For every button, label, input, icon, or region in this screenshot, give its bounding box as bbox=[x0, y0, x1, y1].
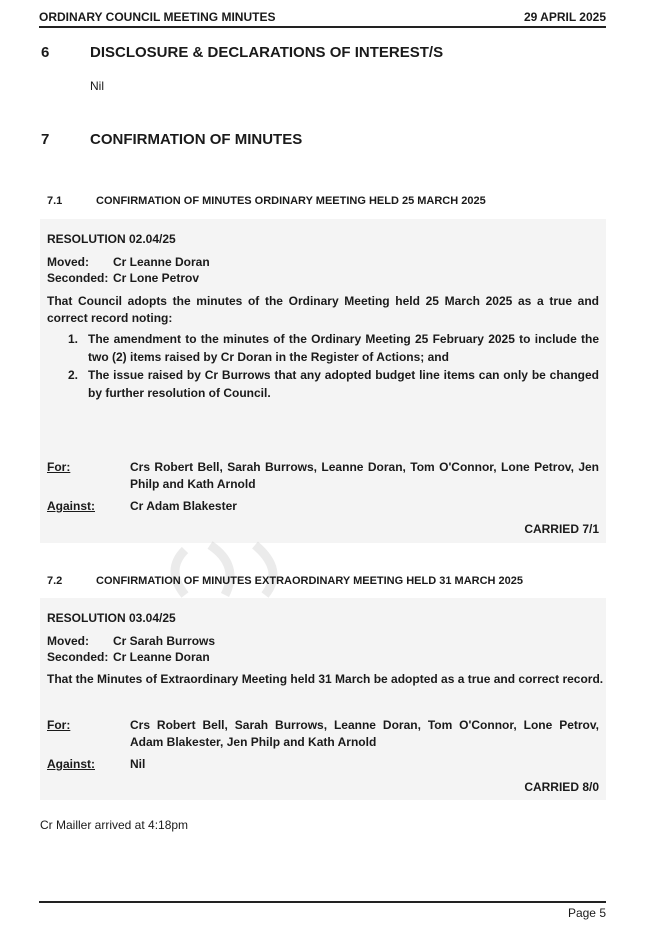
list-number: 1. bbox=[68, 332, 79, 346]
list-text: The issue raised by Cr Burrows that any adopted budget line items can only be changed by further resolution of Council. bbox=[88, 368, 599, 400]
against-voters: Cr Adam Blakester bbox=[130, 499, 237, 513]
section-title: DISCLOSURE & DECLARATIONS OF INTEREST/S bbox=[90, 44, 444, 61]
item-number: 7.1 bbox=[47, 195, 63, 207]
moved-by: Cr Leanne Doran bbox=[113, 255, 210, 269]
section-number: 7 bbox=[41, 131, 50, 148]
header-title: ORDINARY COUNCIL MEETING MINUTES bbox=[39, 10, 276, 24]
watermark-logo bbox=[155, 540, 315, 600]
item-7-2-heading bbox=[47, 575, 523, 587]
list-item bbox=[68, 367, 599, 402]
motion-text: That the Minutes of Extraordinary Meeting held 31 March be adopted as a true and correct record. bbox=[47, 672, 604, 686]
section-number: 6 bbox=[41, 44, 50, 61]
item-number: 7.2 bbox=[47, 575, 63, 587]
resolution-number: RESOLUTION 02.04/25 bbox=[47, 232, 176, 246]
page-number: Page 5 bbox=[567, 906, 606, 920]
list-number: 2. bbox=[68, 368, 79, 382]
arrival-note: Cr Mailler arrived at 4:18pm bbox=[40, 818, 189, 832]
resolution-number: RESOLUTION 03.04/25 bbox=[47, 611, 176, 625]
seconded-by: Cr Leanne Doran bbox=[113, 650, 210, 664]
resolution-box bbox=[40, 598, 606, 800]
against-label: Against: bbox=[47, 499, 95, 513]
section-6-body: Nil bbox=[90, 79, 104, 93]
list-item bbox=[68, 331, 599, 366]
for-voters: Crs Robert Bell, Sarah Burrows, Leanne Doran, Tom O'Connor, Lone Petrov, Adam Blakester, Jen Philp and Kath Arnold bbox=[130, 718, 599, 749]
against-voters: Nil bbox=[130, 757, 146, 771]
carried-result: CARRIED 8/0 bbox=[524, 780, 599, 794]
moved-by: Cr Sarah Burrows bbox=[113, 634, 216, 648]
for-label: For: bbox=[47, 718, 71, 732]
motion-text: That Council adopts the minutes of the Ordinary Meeting held 25 March 2025 as a true and correct record noting: bbox=[47, 294, 599, 325]
against-label: Against: bbox=[47, 757, 95, 771]
moved-label: Moved: bbox=[47, 634, 89, 648]
item-title: CONFIRMATION OF MINUTES EXTRAORDINARY MEETING HELD 31 MARCH 2025 bbox=[96, 575, 523, 587]
footer-rule bbox=[39, 901, 606, 903]
carried-result: CARRIED 7/1 bbox=[524, 522, 599, 536]
for-voters: Crs Robert Bell, Sarah Burrows, Leanne Doran, Tom O'Connor, Lone Petrov, Jen Philp and Kath Arnold bbox=[130, 460, 599, 491]
resolution-box bbox=[40, 219, 606, 543]
item-title: CONFIRMATION OF MINUTES ORDINARY MEETING HELD 25 MARCH 2025 bbox=[96, 195, 486, 207]
seconded-by: Cr Lone Petrov bbox=[113, 271, 200, 285]
seconded-label: Seconded: bbox=[47, 271, 109, 285]
item-7-1-heading bbox=[47, 195, 486, 207]
list-text: The amendment to the minutes of the Ordinary Meeting 25 February 2025 to include the two (2) items raised by Cr Doran in the Register of Actions; and bbox=[88, 332, 599, 364]
header-date: 29 APRIL 2025 bbox=[523, 10, 606, 24]
for-label: For: bbox=[47, 460, 71, 474]
moved-label: Moved: bbox=[47, 255, 89, 269]
seconded-label: Seconded: bbox=[47, 650, 109, 664]
page-header bbox=[39, 8, 606, 28]
section-title: CONFIRMATION OF MINUTES bbox=[90, 131, 303, 148]
